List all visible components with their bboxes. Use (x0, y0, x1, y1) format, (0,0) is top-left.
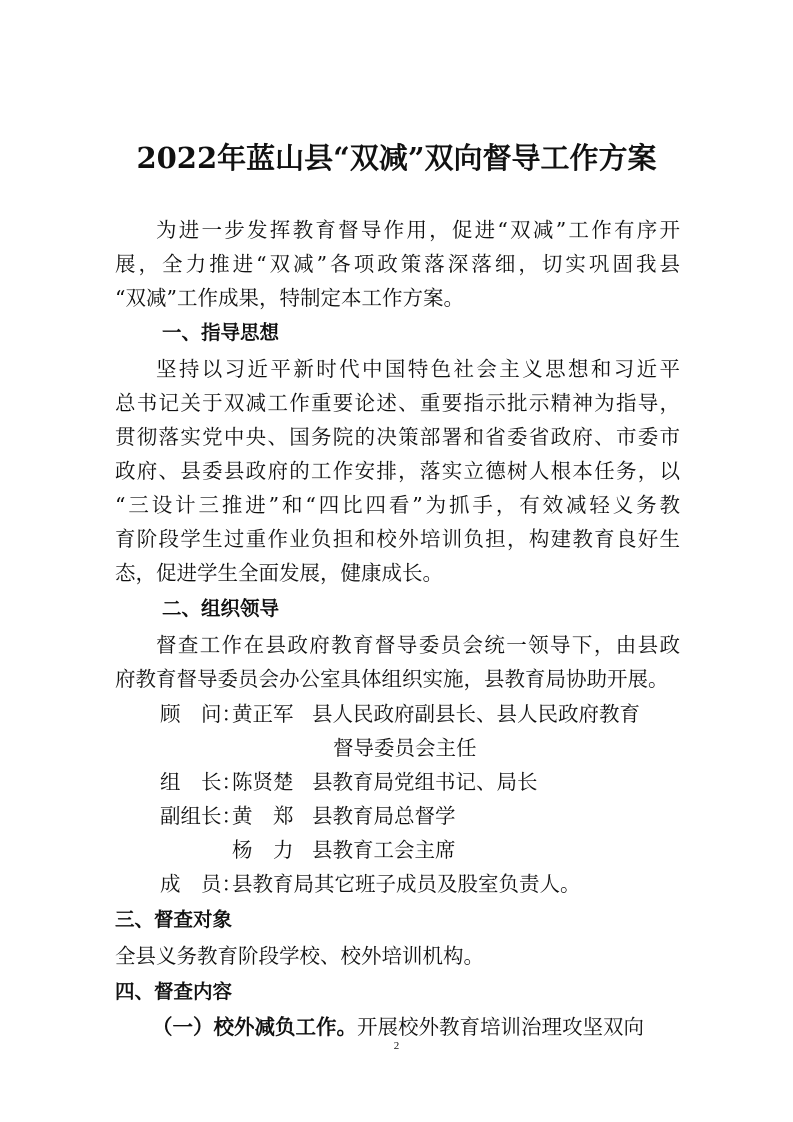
role-name: 黄 郑 (232, 804, 294, 828)
role-row-advisor-cont: 督导委员会主任 (333, 736, 477, 760)
section1-line-4: 政府、县委县政府的工作安排，落实立德树人根本任务，以 (115, 459, 680, 483)
subsection-text: 开展校外教育培训治理攻坚双向 (357, 1015, 644, 1039)
role-label: 组 长： (160, 770, 242, 794)
section-heading-organization: 二、组织领导 (162, 597, 280, 620)
section1-line-1: 坚持以习近平新时代中国特色社会主义思想和习近平 (156, 357, 680, 381)
section-heading-content: 四、督查内容 (115, 980, 233, 1003)
role-name: 黄正军 (232, 702, 294, 726)
role-duty: 县教育工会主席 (312, 838, 456, 862)
role-name: 陈贤楚 (232, 770, 294, 794)
intro-line-1: 为进一步发挥教育督导作用，促进“双减”工作有序开 (156, 218, 680, 242)
subsection-title: （一）校外减负工作。 (152, 1015, 357, 1039)
section-heading-targets: 三、督查对象 (115, 908, 233, 931)
role-duty: 县教育局总督学 (312, 804, 456, 828)
role-row-advisor (160, 697, 680, 731)
section2-line-2: 府教育督导委员会办公室具体组织实施，县教育局协助开展。 (115, 667, 669, 691)
document-title: 2022年蓝山县“双减”双向督导工作方案 (136, 141, 657, 175)
section1-line-7: 态，促进学生全面发展，健康成长。 (115, 561, 443, 585)
section3-line-1: 全县义务教育阶段学校、校外培训机构。 (115, 944, 484, 968)
role-row-deputy-1 (160, 799, 680, 833)
intro-line-2: 展，全力推进“双减”各项政策落深落细，切实巩固我县 (115, 252, 680, 276)
section1-line-6: 育阶段学生过重作业负担和校外培训负担，构建教育良好生 (115, 527, 680, 551)
role-label: 顾 问： (160, 702, 242, 726)
page-number: 2 (393, 1040, 400, 1052)
section4-line-1 (152, 1010, 680, 1044)
section1-line-2: 总书记关于双减工作重要论述、重要指示批示精神为指导， (115, 391, 680, 415)
section-heading-guiding-thought: 一、指导思想 (162, 321, 280, 344)
section1-line-3: 贯彻落实党中央、国务院的决策部署和省委省政府、市委市 (115, 425, 680, 449)
intro-line-3: “双减”工作成果，特制定本工作方案。 (115, 286, 464, 310)
role-row-deputy-2 (160, 833, 680, 867)
role-row-leader (160, 765, 680, 799)
role-row-members (160, 867, 680, 901)
section1-line-5: “三设计三推进”和“四比四看”为抓手，有效减轻义务教 (115, 493, 680, 517)
role-duty: 县人民政府副县长、县人民政府教育 (312, 702, 640, 726)
role-label: 成 员： (160, 872, 242, 896)
role-duty: 县教育局党组书记、局长 (312, 770, 538, 794)
role-duty: 县教育局其它班子成员及股室负责人。 (232, 872, 581, 896)
role-name: 杨 力 (232, 838, 294, 862)
section2-line-1: 督查工作在县政府教育督导委员会统一领导下，由县政 (156, 633, 680, 657)
role-label: 副组长： (160, 804, 242, 828)
